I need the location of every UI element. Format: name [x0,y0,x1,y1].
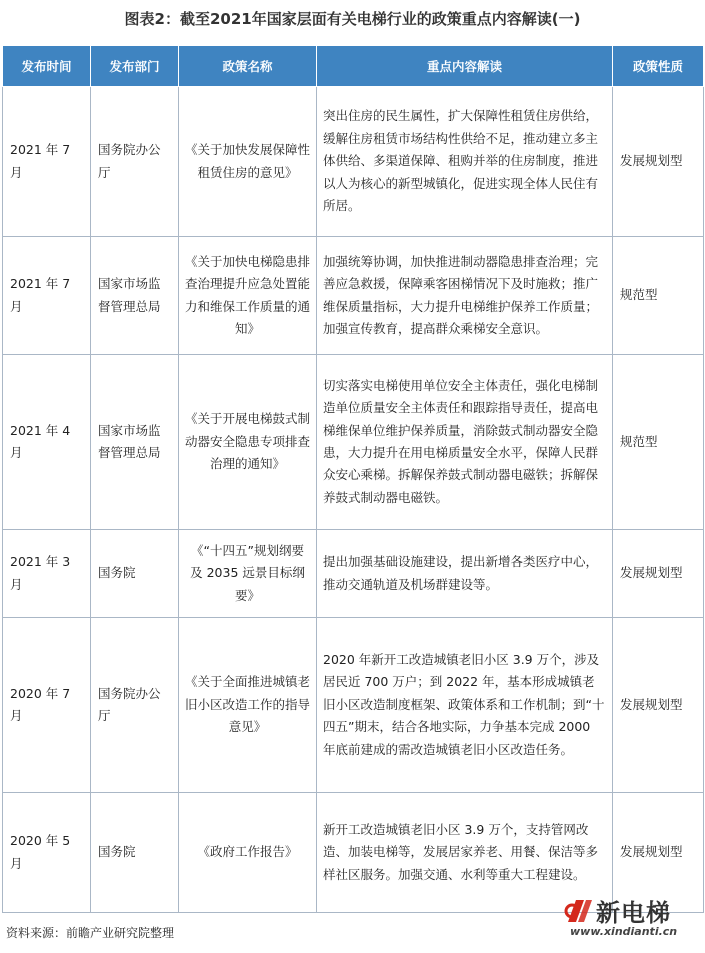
source-note: 资料来源：前瞻产业研究院整理 [6,926,175,940]
elevator-logo-icon [562,895,596,925]
table-row [3,530,704,618]
cell-policy-name: 《关于加快发展保障性租赁住房的意见》 [179,87,317,237]
cell-policy-name: 《关于开展电梯鼓式制动器安全隐患专项排查治理的通知》 [179,355,317,530]
cell-nature: 规范型 [613,237,704,355]
cell-date: 2020 年 7 月 [3,618,91,793]
cell-dept: 国务院办公厅 [91,618,179,793]
page-title: 图表2：截至2021年国家层面有关电梯行业的政策重点内容解读(一) [124,10,581,28]
cell-content: 加强统筹协调，加快推进制动器隐患排查治理；完善应急救援，保障乘客困梯情况下及时施救；推广维保质量指标，大力提升电梯维护保养工作质量；加强宣传教育，提高群众乘梯安全意识。 [317,237,613,355]
header-nature: 政策性质 [613,46,704,87]
table-row [3,237,704,355]
cell-nature: 发展规划型 [613,530,704,618]
cell-dept: 国务院办公厅 [91,87,179,237]
cell-dept: 国家市场监督管理总局 [91,355,179,530]
cell-nature: 规范型 [613,355,704,530]
cell-content: 切实落实电梯使用单位安全主体责任，强化电梯制造单位质量安全主体责任和跟踪指导责任，提高电梯维保单位维护保养质量，消除鼓式制动器安全隐患，大力提升在用电梯质量安全水平，保障人民群众安心乘梯。拆解保养鼓式制动器电磁铁；拆解保养鼓式制动器电磁铁。 [317,355,613,530]
logo-url: www.xindianti.cn [570,925,678,938]
cell-content: 2020 年新开工改造城镇老旧小区 3.9 万个，涉及居民近 700 万户；到 2022 年，基本形成城镇老旧小区改造制度框架、政策体系和工作机制；到“十四五”期末，结合各地实际，力争基本完成 2000 年底前建成的需改造城镇老旧小区改造任务。 [317,618,613,793]
header-dept: 发布部门 [91,46,179,87]
cell-dept: 国务院 [91,530,179,618]
cell-policy-name: 《关于加快电梯隐患排查治理提升应急处置能力和维保工作质量的通知》 [179,237,317,355]
cell-dept: 国务院 [91,793,179,913]
cell-dept: 国家市场监督管理总局 [91,237,179,355]
cell-date: 2021 年 7 月 [3,237,91,355]
policy-table [2,45,704,913]
cell-nature: 发展规划型 [613,618,704,793]
logo-text: 新电梯 [596,899,671,927]
table-row [3,355,704,530]
cell-nature: 发展规划型 [613,87,704,237]
table-header-row [3,46,704,87]
cell-date: 2020 年 5 月 [3,793,91,913]
header-name: 政策名称 [179,46,317,87]
table-row [3,618,704,793]
cell-policy-name: 《“十四五”规划纲要及 2035 远景目标纲要》 [179,530,317,618]
cell-content: 突出住房的民生属性，扩大保障性租赁住房供给，缓解住房租赁市场结构性供给不足，推动建立多主体供给、多渠道保障、租购并举的住房制度，推进以人为核心的新型城镇化，促进实现全体人民住有所居。 [317,87,613,237]
table-row [3,87,704,237]
cell-date: 2021 年 4 月 [3,355,91,530]
cell-nature: 发展规划型 [613,793,704,913]
cell-date: 2021 年 7 月 [3,87,91,237]
cell-content: 提出加强基础设施建设，提出新增各类医疗中心，推动交通轨道及机场群建设等。 [317,530,613,618]
cell-content: 新开工改造城镇老旧小区 3.9 万个，支持管网改造、加装电梯等，发展居家养老、用餐、保洁等多样社区服务。加强交通、水利等重大工程建设。 [317,793,613,913]
header-content: 重点内容解读 [317,46,613,87]
header-date: 发布时间 [3,46,91,87]
brand-logo [562,893,702,941]
cell-policy-name: 《关于全面推进城镇老旧小区改造工作的指导意见》 [179,618,317,793]
cell-date: 2021 年 3 月 [3,530,91,618]
cell-policy-name: 《政府工作报告》 [179,793,317,913]
